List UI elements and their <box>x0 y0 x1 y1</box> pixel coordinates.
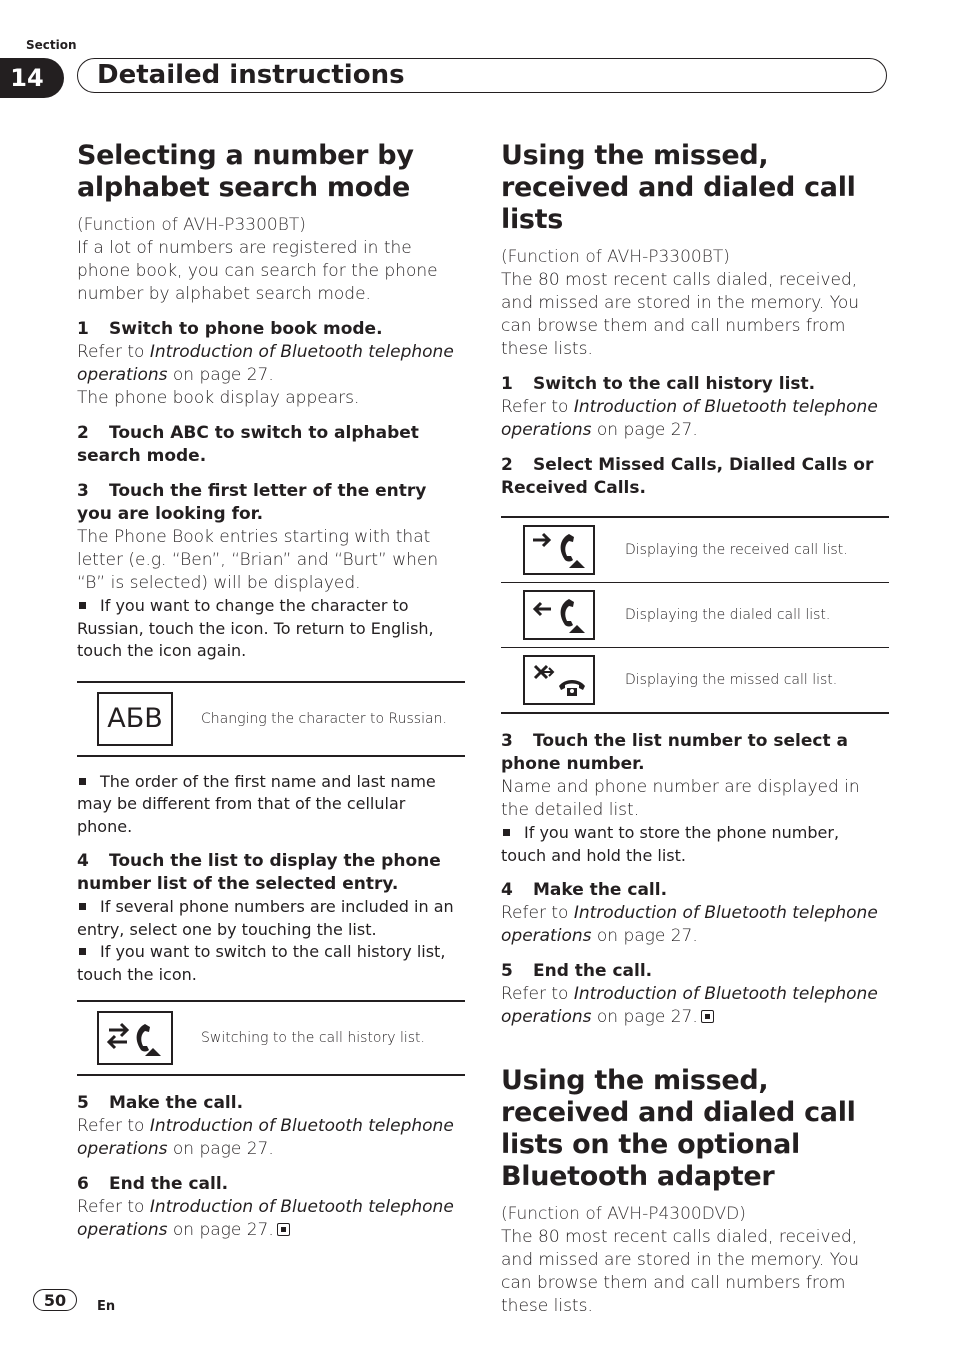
left-step-6-reference <box>77 1196 465 1242</box>
step-number: 3 <box>501 731 513 751</box>
bullet-text: If you want to store the phone number, touch and hold the list. <box>501 823 840 865</box>
bullet-text: If several phone numbers are included in an entry, select one by touching the list. <box>77 897 454 939</box>
page-number: 50 <box>33 1289 77 1311</box>
step-number: 5 <box>501 961 513 981</box>
ref-link-text: Introduction of Bluetooth telephone operations <box>77 1197 454 1240</box>
step-number: 5 <box>77 1093 89 1113</box>
left-step-1-reference <box>77 341 465 387</box>
left-step-5-reference <box>77 1115 465 1161</box>
step-title: End the call. <box>109 1174 229 1194</box>
ref-suffix: on page 27. <box>167 1220 274 1240</box>
right-heading: Using the missed, received and dialed call lists <box>501 140 856 235</box>
right-step-3 <box>501 730 889 776</box>
ref-link-text: Introduction of Bluetooth telephone operations <box>77 1116 454 1159</box>
left-heading: Selecting a number by alphabet search mode <box>77 140 414 203</box>
step-title: Touch the list to display the phone number list of the selected entry. <box>77 851 441 894</box>
dialed-call-row <box>501 582 889 647</box>
ref-prefix: Refer to <box>77 342 150 362</box>
step-number: 2 <box>501 455 513 475</box>
bullet-text: If you want to switch to the call history list, touch the icon. <box>77 942 446 984</box>
right-step-5 <box>501 960 889 983</box>
left-intro: If a lot of numbers are registered in the phone book, you can search for the phone number by alphabet search mode. <box>77 238 438 304</box>
step-title: Touch the first letter of the entry you are looking for. <box>77 481 427 524</box>
ref-suffix: on page 27. <box>167 1139 274 1159</box>
call-list-icon-table <box>501 516 889 714</box>
end-of-section-icon <box>277 1223 290 1236</box>
ref-link-text: Introduction of Bluetooth telephone operations <box>501 903 878 946</box>
step-number: 3 <box>77 481 89 501</box>
language-label: En <box>97 1299 116 1314</box>
ref-prefix: Refer to <box>501 984 574 1004</box>
left-step-3 <box>77 480 465 526</box>
ref-suffix: on page 27. <box>167 365 274 385</box>
bullet-square-icon <box>503 829 510 836</box>
right-intro: The 80 most recent calls dialed, received, and missed are stored in the memory. You can browse them and call numbers from these lists. <box>501 270 860 359</box>
icon-description: Displaying the missed call list. <box>625 672 838 688</box>
ref-prefix: Refer to <box>501 397 574 417</box>
step-number: 4 <box>77 851 89 871</box>
step-title: Make the call. <box>109 1093 244 1113</box>
right-step-3-text: Name and phone number are displayed in the detailed list. <box>501 777 860 820</box>
left-column <box>77 140 465 1242</box>
left-order-bullet <box>77 771 465 839</box>
ref-prefix: Refer to <box>501 903 574 923</box>
section-label: Section <box>26 38 77 52</box>
missed-call-icon <box>523 655 595 705</box>
left-step-4-bullet-1 <box>77 896 465 941</box>
left-step-3-text: The Phone Book entries starting with that letter (e.g. “Ben”, “Brian” and “Burt” when “B” is selected) will be displayed. <box>77 527 439 593</box>
left-step-1 <box>77 318 465 341</box>
bullet-text: The order of the first name and last name may be different from that of the cellular phone. <box>77 771 436 836</box>
right-step-2 <box>501 454 889 500</box>
bullet-square-icon <box>79 903 86 910</box>
icon-description: Switching to the call history list. <box>201 1030 425 1046</box>
section-number-badge: 14 <box>0 58 64 98</box>
left-step-4 <box>77 850 465 896</box>
right-step-1 <box>501 373 889 396</box>
history-icon-table <box>77 1000 465 1076</box>
left-step-4-bullet-2 <box>77 941 465 986</box>
ref-link-text: Introduction of Bluetooth telephone operations <box>501 397 878 440</box>
step-title: Switch to phone book mode. <box>109 319 383 339</box>
right-step-4 <box>501 879 889 902</box>
bullet-square-icon <box>79 778 86 785</box>
step-number: 2 <box>77 423 89 443</box>
ref-suffix: on page 27. <box>591 420 698 440</box>
ref-link-text: Introduction of Bluetooth telephone operations <box>501 984 878 1027</box>
left-step-5 <box>77 1092 465 1115</box>
history-icon-row <box>77 1002 465 1074</box>
step-title: Switch to the call history list. <box>533 374 816 394</box>
right-step-5-reference <box>501 983 889 1029</box>
ref-prefix: Refer to <box>77 1197 150 1217</box>
end-of-section-icon <box>701 1010 714 1023</box>
right-function-note-2: (Function of AVH-P4300DVD) <box>501 1204 746 1224</box>
ref-prefix: Refer to <box>77 1116 150 1136</box>
call-history-switch-icon <box>97 1011 173 1065</box>
right-step-3-bullet <box>501 822 889 867</box>
missed-call-row <box>501 647 889 712</box>
section-title: Detailed instructions <box>97 60 405 90</box>
right-heading-2: Using the missed, received and dialed call lists on the optional Bluetooth adapter <box>501 1065 856 1192</box>
icon-description: Changing the character to Russian. <box>201 710 447 727</box>
right-function-note: (Function of AVH-P3300BT) <box>501 247 730 267</box>
right-step-4-reference <box>501 902 889 948</box>
step-number: 4 <box>501 880 513 900</box>
bullet-square-icon <box>79 948 86 955</box>
step-title: Touch the list number to select a phone number. <box>501 731 848 774</box>
russian-icon-table <box>77 681 465 757</box>
step-title: Select Missed Calls, Dialled Calls or Received Calls. <box>501 455 874 498</box>
step-title: End the call. <box>533 961 653 981</box>
dialed-call-icon <box>523 590 595 640</box>
step-number: 1 <box>501 374 513 394</box>
ref-suffix: on page 27. <box>591 1007 698 1027</box>
received-call-row <box>501 518 889 582</box>
left-function-note: (Function of AVH-P3300BT) <box>77 215 306 235</box>
left-step-6 <box>77 1173 465 1196</box>
bullet-square-icon <box>79 602 86 609</box>
bullet-text: If you want to change the character to Russian, touch the icon. To return to English, touch the icon again. <box>77 596 434 660</box>
russian-icon-row <box>77 683 465 755</box>
left-step-3-bullet <box>77 595 465 663</box>
icon-description: Displaying the received call list. <box>625 542 848 558</box>
step-number: 6 <box>77 1174 89 1194</box>
russian-character-icon <box>97 692 173 746</box>
step-title: Make the call. <box>533 880 668 900</box>
left-step-1-text: The phone book display appears. <box>77 388 360 408</box>
right-column <box>501 140 889 1318</box>
ref-link-text: Introduction of Bluetooth telephone operations <box>77 342 454 385</box>
right-intro-2: The 80 most recent calls dialed, received, and missed are stored in the memory. You can browse them and call numbers from these lists. <box>501 1227 860 1316</box>
left-step-2 <box>77 422 465 468</box>
russian-icon-label: АБВ <box>107 703 163 734</box>
step-number: 1 <box>77 319 89 339</box>
received-call-icon <box>523 525 595 575</box>
step-title: Touch ABC to switch to alphabet search mode. <box>77 423 419 466</box>
right-step-1-reference <box>501 396 889 442</box>
ref-suffix: on page 27. <box>591 926 698 946</box>
icon-description: Displaying the dialed call list. <box>625 607 831 623</box>
